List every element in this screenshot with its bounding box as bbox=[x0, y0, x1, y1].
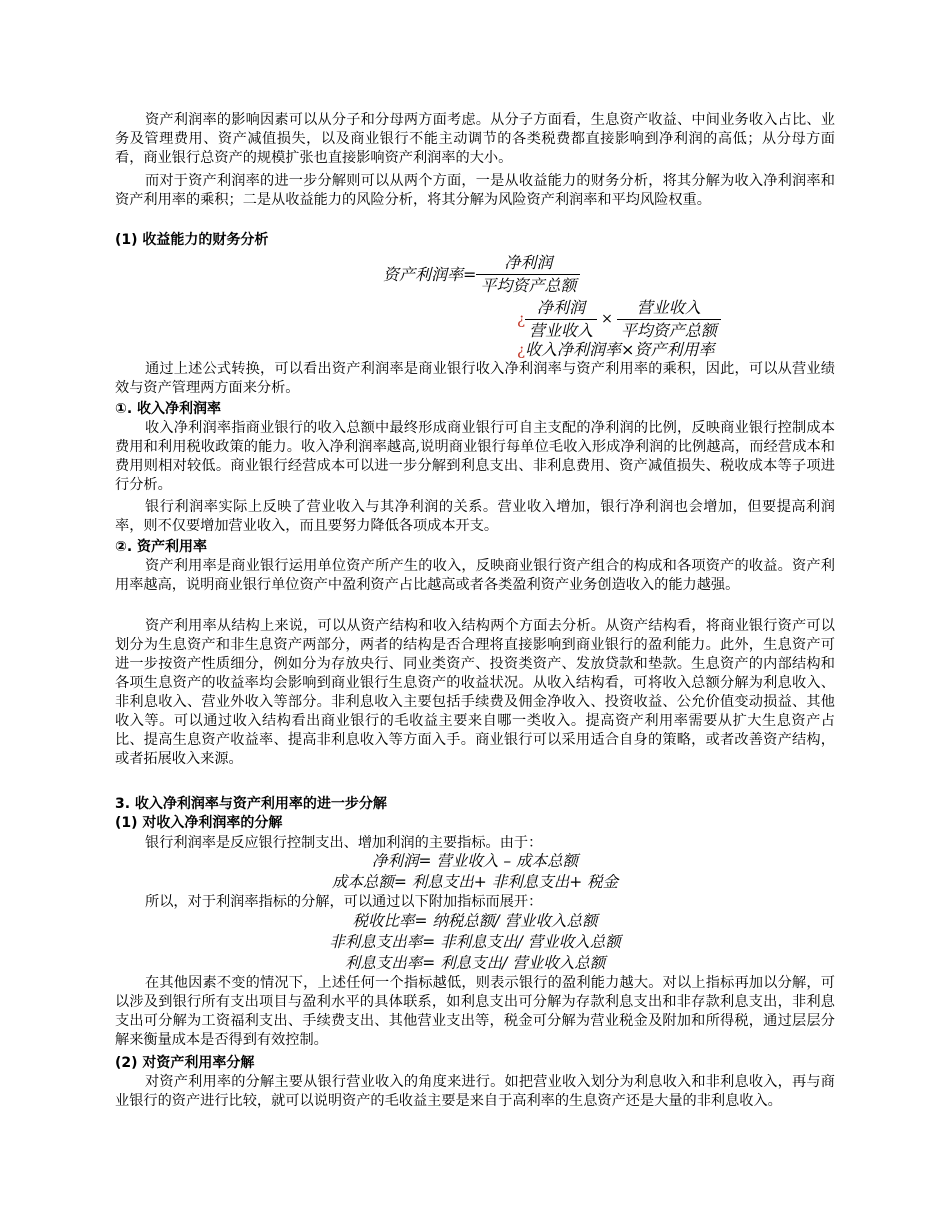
paragraph-revenue-net-profit-rate: 收入净利润率指商业银行的收入总额中最终形成商业银行可自主支配的净利润的比例，反映商业银行控制成本费用和利用税收政策的能力。收入净利润率越高,说明商业银行每单位毛收入形成净利润的比例越高，而经营成本和费用则相对较低。商业银行经营成本可以进一步分解到利息支出、非利息费用、资产减值损失、税收成本等子项进行分析。 bbox=[115, 420, 835, 493]
paragraph-indicator-analysis: 在其他因素不变的情况下，上述任何一个指标越低，则表示银行的盈利能力越大。对以上指标再加以分解，可以涉及到银行所有支出项目与盈利水平的具体联系，如利息支出可分解为存款利息支出和非存款利息支出，非利息支出可分解为工资福利支出、手续费支出、其他营业支出等，税金可分解为营业税金及附加和所得税，通过层层分解来衡量成本是否得到有效控制。 bbox=[115, 975, 835, 1048]
paragraph-formula-explanation: 通过上述公式转换，可以看出资产利润率是商业银行收入净利润率与资产利用率的乘积，因此，可以从营业绩效与资产管理两方面来分析。 bbox=[115, 361, 835, 396]
formula-total-cost: 成本总额= 利息支出+ 非利息支出+ 税金 bbox=[331, 873, 619, 891]
paragraph-asset-utilization-decomposition: 对资产利用率的分解主要从银行营业收入的角度来进行。如把营业收入划分为利息收入和非利息收入，再与商业银行的资产进行比较，就可以说明资产的毛收益主要是来自于高利率的生息资产还是大量的非利息收入。 bbox=[115, 1074, 835, 1109]
fraction-denominator: 平均资产总额 bbox=[480, 276, 577, 295]
equals-glyph: ¿ bbox=[517, 310, 526, 328]
fraction-numerator: 营业收入 bbox=[617, 297, 721, 320]
formula-product-expansion bbox=[517, 297, 721, 342]
heading-net-profit-rate-decomposition: (1) 对收入净利润率的分解 bbox=[115, 815, 283, 831]
formula-tax-ratio: 税收比率= 纳税总额/ 营业收入总额 bbox=[352, 912, 598, 930]
paragraph-asset-utilization-structure: 资产利用率从结构上来说，可以从资产结构和收入结构两个方面去分析。从资产结构看，将商业银行资产可以划分为生息资产和非生息资产两部分，两者的结构是否合理将直接影响到商业银行的盈利能力。此外，生息资产可进一步按资产性质细分，例如分为存放央行、同业类资产、投资类资产、发放贷款和垫款。生息资产的内部结构和各项生息资产的收益率均会影响到商业银行生息资产的收益状况。从收入结构看，可将收入总额分解为利息收入、非利息收入、营业外收入等部分。非利息收入主要包括手续费及佣金净收入、投资收益、公允价值变动损益、其他收入等。可以通过收入结构看出商业银行的毛收益主要来自哪一类收入。提高资产利用率需要从扩大生息资产占比、提高生息资产收益率、提高非利息收入等方面入手。商业银行可以采用适合自身的策略，或者改善资产结构，或者拓展收入来源。 bbox=[115, 618, 835, 767]
paragraph-additional-indicators: 所以，对于利润率指标的分解，可以通过以下附加指标而展开： bbox=[145, 894, 543, 910]
times-sign: × bbox=[601, 311, 613, 327]
fraction-numerator: 净利润 bbox=[525, 297, 597, 320]
heading-further-decomposition: 3. 收入净利润率与资产利用率的进一步分解 bbox=[115, 796, 387, 812]
fraction-net-profit-over-revenue bbox=[525, 297, 597, 342]
fraction-revenue-over-assets bbox=[617, 297, 721, 342]
formula-interest-expense-ratio: 利息支出率= 利息支出/ 营业收入总额 bbox=[344, 954, 606, 972]
fraction-net-profit-over-assets bbox=[476, 252, 580, 297]
fraction-denominator: 平均资产总额 bbox=[620, 321, 717, 340]
fraction-denominator: 营业收入 bbox=[529, 321, 594, 340]
heading-revenue-net-profit-rate: ①. 收入净利润率 bbox=[115, 401, 222, 417]
paragraph-bank-profit-indicator: 银行利润率是反应银行控制支出、增加利润的主要指标。由于： bbox=[145, 835, 543, 851]
paragraph-decomposition-intro: 而对于资产利润率的进一步分解则可以从两个方面，一是从收益能力的财务分析，将其分解为收入净利润率和资产利用率的乘积；二是从收益能力的风险分析，将其分解为风险资产利润率和平均风险权重。 bbox=[115, 173, 835, 208]
fraction-numerator: 净利润 bbox=[476, 252, 580, 275]
heading-financial-analysis: (1) 收益能力的财务分析 bbox=[115, 232, 269, 248]
formula-result: 收入净利润率×资产利用率 bbox=[525, 340, 715, 359]
formula-result-line bbox=[517, 340, 714, 360]
paragraph-asset-utilization: 资产利用率是商业银行运用单位资产所产生的收入，反映商业银行资产组合的构成和各项资产的收益。资产利用率越高，说明商业银行单位资产中盈利资产占比越高或者各类盈利资产业务创造收入的能力越强。 bbox=[115, 558, 835, 593]
heading-asset-utilization: ②. 资产利用率 bbox=[115, 539, 208, 555]
equals-glyph: ¿ bbox=[517, 341, 526, 359]
heading-asset-utilization-decomposition: (2) 对资产利用率分解 bbox=[115, 1055, 255, 1071]
formula-net-profit: 净利润= 营业收入 – 成本总额 bbox=[371, 852, 579, 870]
paragraph-profit-factors: 资产利润率的影响因素可以从分子和分母两方面考虑。从分子方面看，生息资产收益、中间业务收入占比、业务及管理费用、资产减值损失，以及商业银行不能主动调节的各类税费都直接影响到净利润的高低；从分母方面看，商业银行总资产的规模扩张也直接影响资产利润率的大小。 bbox=[115, 112, 835, 166]
formula-non-interest-expense-ratio: 非利息支出率= 非利息支出/ 营业收入总额 bbox=[329, 933, 621, 951]
formula-asset-profit-rate bbox=[383, 252, 580, 297]
formula-lhs: 资产利润率= bbox=[383, 265, 477, 284]
paragraph-bank-profit-rate: 银行利润率实际上反映了营业收入与其净利润的关系。营业收入增加，银行净利润也会增加，但要提高利润率，则不仅要增加营业收入，而且要努力降低各项成本开支。 bbox=[115, 499, 835, 534]
